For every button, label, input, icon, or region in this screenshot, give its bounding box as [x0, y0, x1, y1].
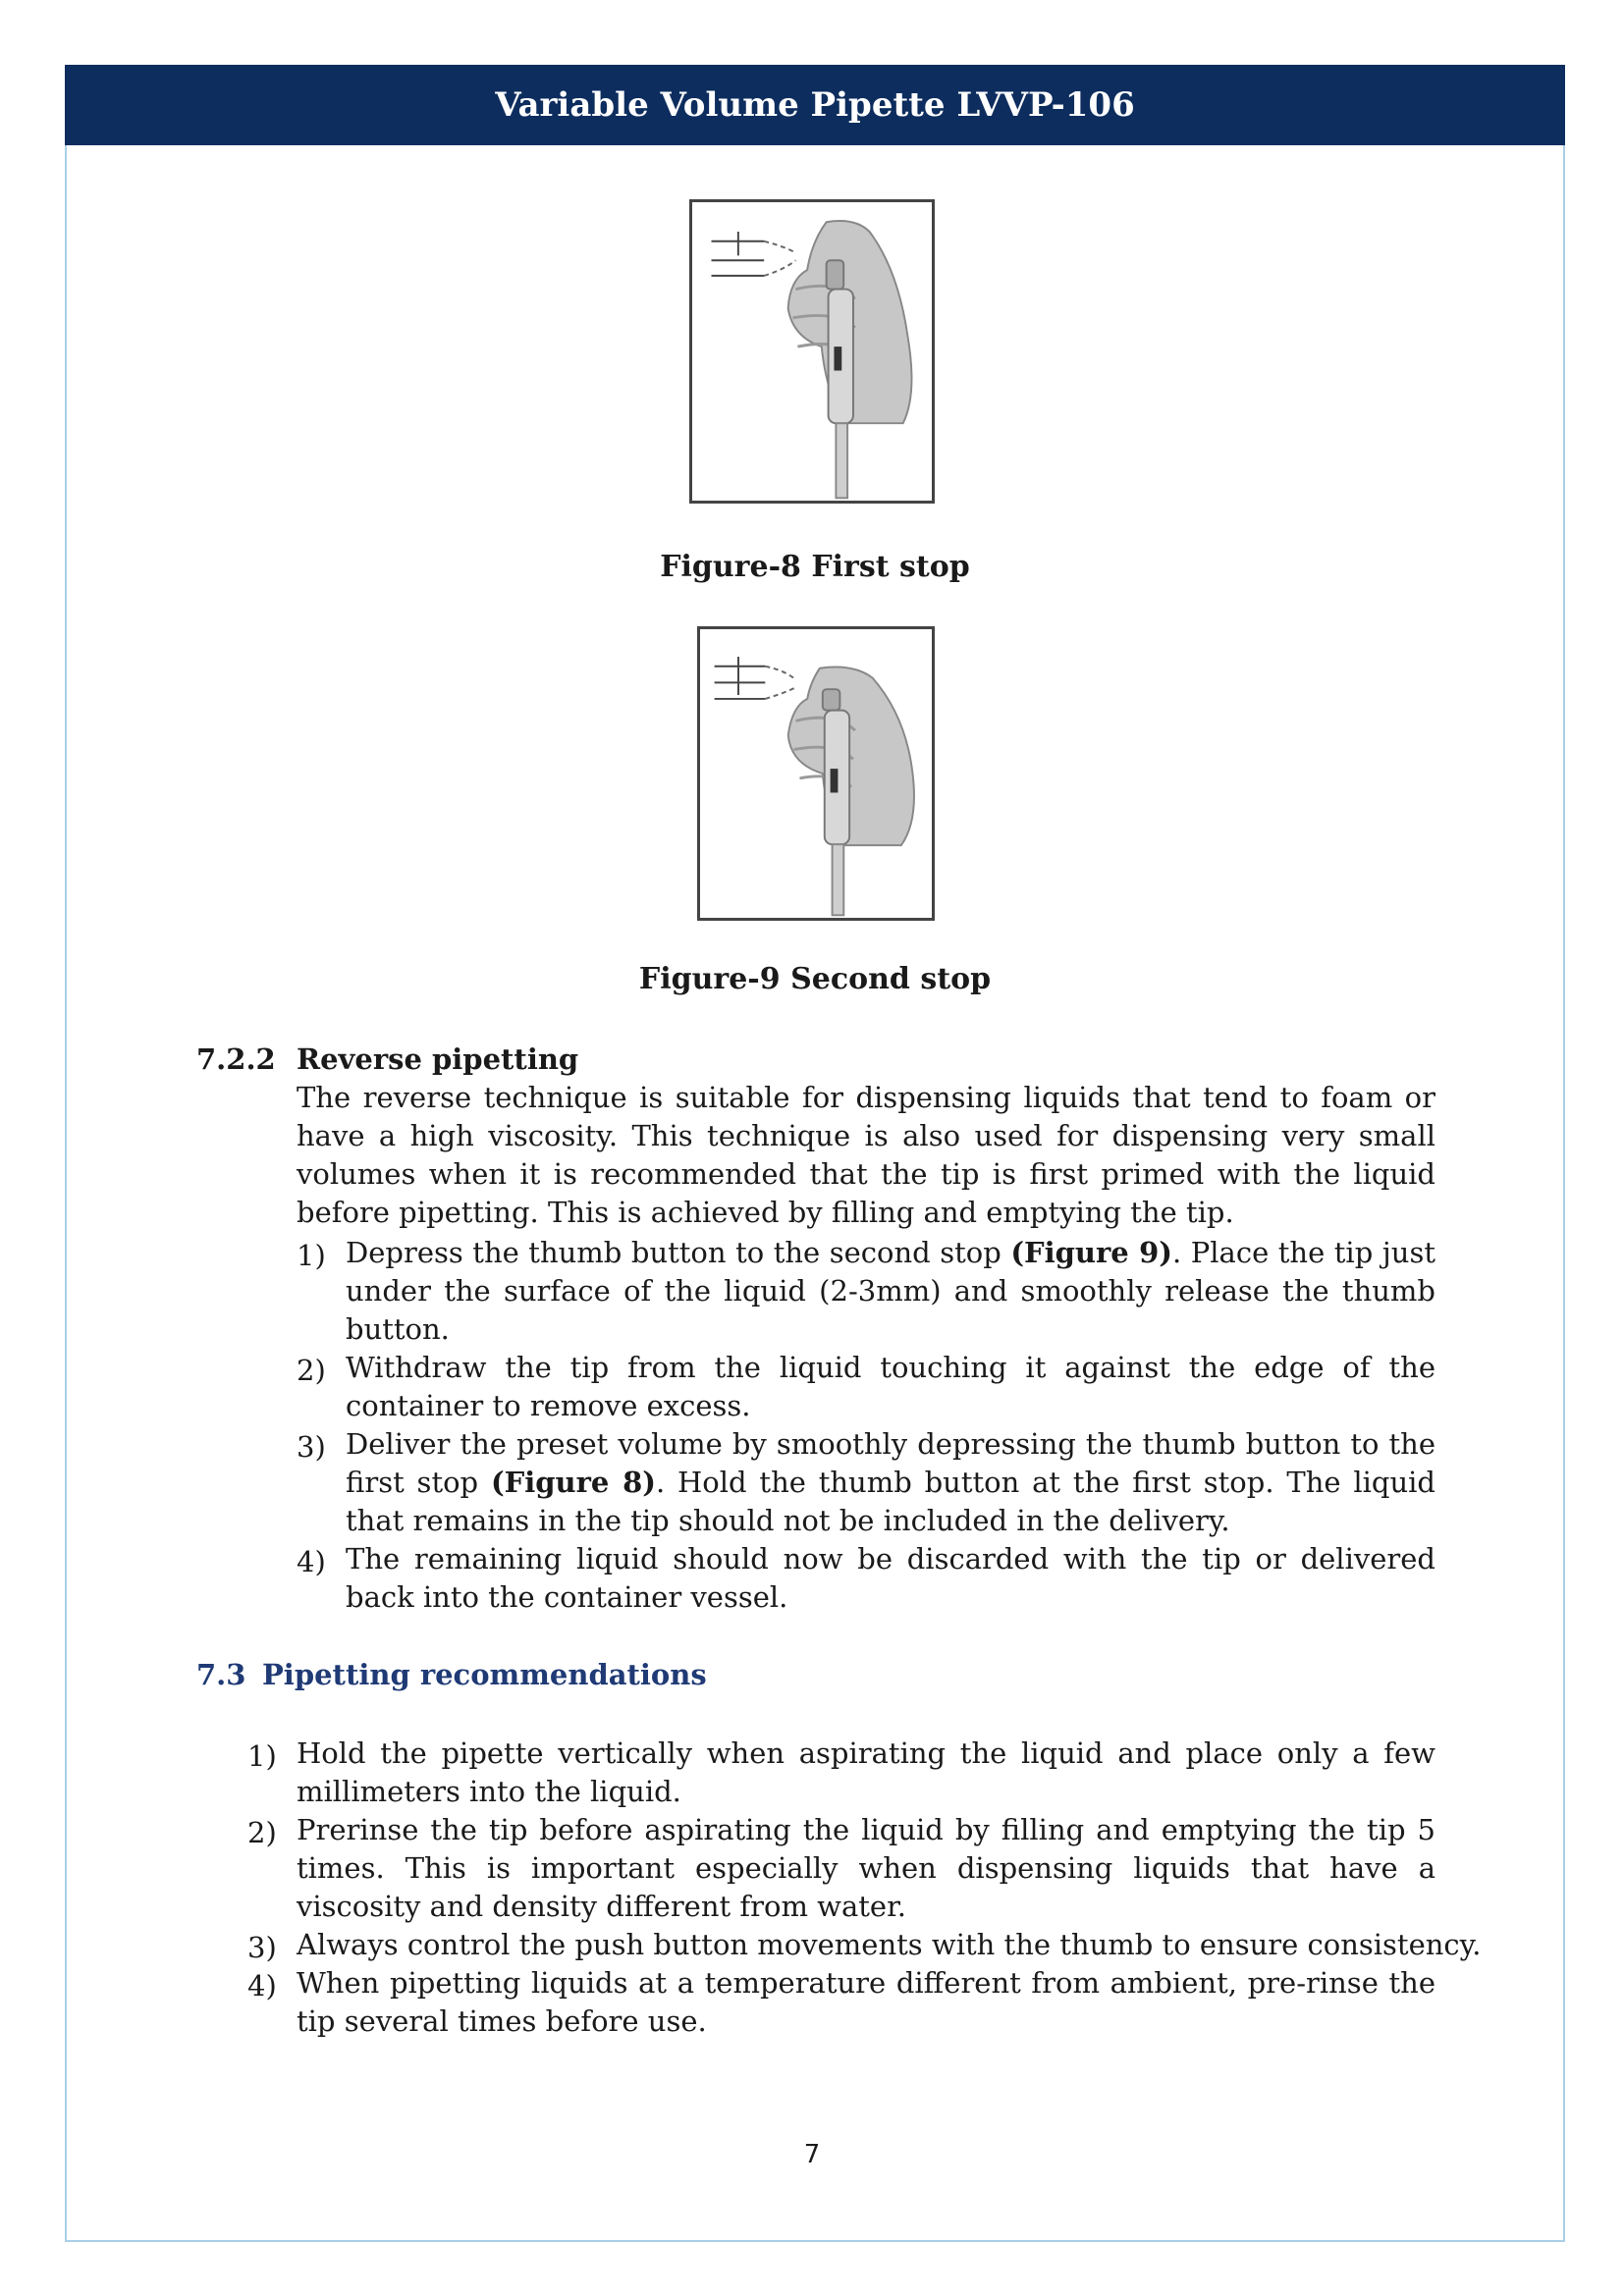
recommendation-4: When pipetting liquids at a temperature different from ambient, pre-rinse the tip several times before use. — [297, 1966, 1435, 2038]
recommendation-3-number: 3) — [247, 1931, 277, 1964]
document-title: Variable Volume Pipette LVVP-106 — [495, 85, 1135, 125]
recommendation-2: Prerinse the tip before aspirating the liquid by filling and emptying the tip 5 times. This is important especially when dispensing liquids that have a viscosity and density different from water. — [297, 1813, 1435, 1923]
reverse-step-4: The remaining liquid should now be discarded with the tip or delivered back into the container vessel. — [346, 1542, 1435, 1614]
reverse-step-3-number: 3) — [297, 1430, 326, 1464]
reverse-step-1 — [346, 1234, 1435, 1349]
figure-9-caption: Figure-9 Second stop — [638, 962, 992, 996]
reverse-step-1-number: 1) — [297, 1239, 326, 1272]
figure-9-image — [697, 626, 935, 921]
reverse-step-1-text-b: . Place the tip just under the surface of the liquid (2-3mm) and smoothly release the thumb button. — [346, 1236, 1435, 1346]
page-header — [65, 65, 1565, 145]
figure-8-caption: Figure-8 First stop — [660, 550, 970, 584]
section-7-3-number: 7.3 — [196, 1658, 246, 1691]
section-7-3-title: Pipetting recommendations — [262, 1658, 707, 1691]
recommendation-3: Always control the push button movements with the thumb to ensure consistency. — [297, 1928, 1482, 1961]
page-number: 7 — [803, 2140, 821, 2169]
recommendation-1-number: 1) — [247, 1739, 277, 1773]
hand-pipette-first-stop-illustration — [692, 202, 932, 501]
figure-9-reference: (Figure 9) — [1010, 1236, 1173, 1269]
reverse-step-1-text-a: Depress the thumb button to the second stop — [346, 1236, 1011, 1269]
section-7-2-2-title: Reverse pipetting — [297, 1042, 579, 1076]
reverse-step-2-number: 2) — [297, 1354, 326, 1387]
reverse-step-3 — [346, 1425, 1435, 1540]
recommendation-4-number: 4) — [247, 1969, 277, 2002]
recommendation-2-number: 2) — [247, 1816, 277, 1849]
section-7-2-2-intro: The reverse technique is suitable for dispensing liquids that tend to foam or have a high viscosity. This technique is also used for dispensing very small volumes when it is recommended that the tip is first primed with the liquid before pipetting. This is achieved by filling and emptying the tip. — [297, 1081, 1435, 1229]
reverse-step-3-text-b: . Hold the thumb button at the first stop. The liquid that remains in the tip should not be included in the delivery. — [346, 1466, 1435, 1537]
hand-pipette-second-stop-illustration — [700, 629, 932, 918]
recommendation-1: Hold the pipette vertically when aspirating the liquid and place only a few millimeters into the liquid. — [297, 1736, 1435, 1808]
reverse-step-2: Withdraw the tip from the liquid touching it against the edge of the container to remove excess. — [346, 1351, 1435, 1422]
figure-8-image — [689, 199, 935, 504]
reverse-step-3-text-a: Deliver the preset volume by smoothly depressing the thumb button to the first stop — [346, 1427, 1435, 1499]
section-7-2-2-number: 7.2.2 — [196, 1042, 276, 1076]
figure-8-reference: (Figure 8) — [490, 1466, 656, 1499]
reverse-step-4-number: 4) — [297, 1545, 326, 1578]
